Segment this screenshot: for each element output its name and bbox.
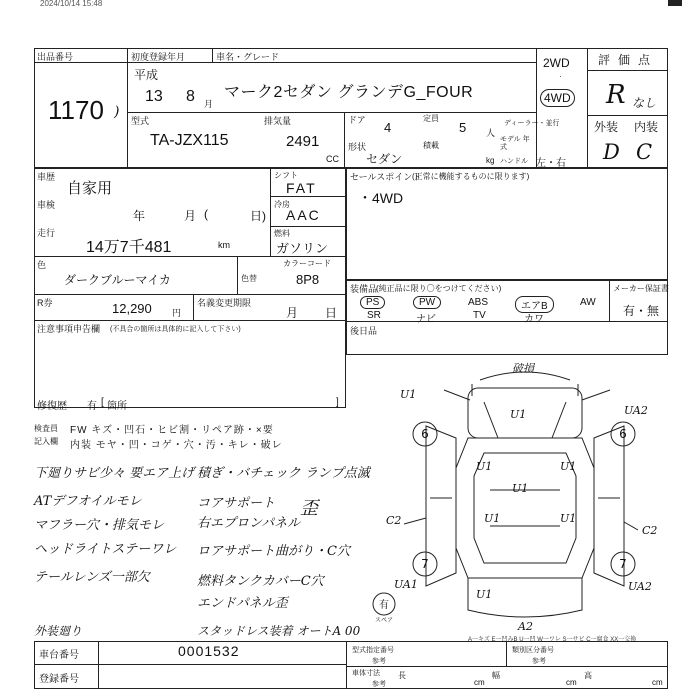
diag-note-9: UA2 xyxy=(624,404,648,417)
tire-fl: 6 xyxy=(421,427,429,441)
name-change-month: 月 xyxy=(286,306,299,320)
shape-label: 形状 xyxy=(348,142,367,152)
history-value: 自家用 xyxy=(67,180,113,197)
left-block xyxy=(34,168,346,408)
dims-height: 高 xyxy=(584,671,592,680)
hand-note-right-2: コアサポート xyxy=(197,496,276,511)
equip-leather: カワ xyxy=(524,314,544,325)
lot-label: 出品番号 xyxy=(37,52,74,62)
model-label: 型式 xyxy=(131,116,150,126)
hand-note-left-5: テールレンズ一部欠 xyxy=(34,570,150,585)
tire-rr: 7 xyxy=(619,557,627,571)
hand-note-right-3: 右エプロンパネル xyxy=(197,516,301,531)
equipment-note: (純正品に限り〇をつけてください) xyxy=(376,284,502,293)
notes-sub: (不具合の箇所は具体的に記入して下さい) xyxy=(110,326,241,333)
hand-note-right-5: 燃料タンクカバーC穴 xyxy=(197,574,324,589)
diag-note-5: U1 xyxy=(512,482,529,495)
tire-rl: 7 xyxy=(421,557,429,571)
diag-note-14: A2 xyxy=(518,620,533,633)
color-label: 色 xyxy=(37,260,47,270)
shift-value: FAT xyxy=(286,180,317,196)
interior-score: C xyxy=(636,140,653,164)
equip-ps: PS xyxy=(360,296,385,309)
equip-pw: PW xyxy=(413,296,441,309)
sales-point-box xyxy=(346,168,668,280)
diagram-top-note: 破損 xyxy=(512,362,534,375)
diag-note-6: U1 xyxy=(484,512,501,525)
equipment-label: 装備品 xyxy=(350,284,378,294)
reg-number-label: 登録番号 xyxy=(39,674,79,685)
model-year-label: モデル 年式 xyxy=(500,136,530,151)
repair-sub-close: ] xyxy=(336,397,339,408)
lot-tick: ) xyxy=(114,104,120,120)
inspection-day: 日) xyxy=(250,209,266,223)
sales-point-label: セールスポイント xyxy=(350,172,422,182)
chassis-value: 0001532 xyxy=(178,643,240,659)
hand-note-right-6: エンドパネル歪 xyxy=(197,596,288,611)
hand-note-right-brace: 歪 xyxy=(300,498,318,519)
repaint-label: 色替 xyxy=(241,274,257,283)
repair-label: 修復歴 xyxy=(37,401,67,412)
diag-note-13: UA2 xyxy=(628,580,652,593)
tire-fr: 6 xyxy=(619,427,627,441)
handle-value: 左・右 xyxy=(536,158,566,169)
diag-note-7: U1 xyxy=(560,512,577,525)
diag-note-3: U1 xyxy=(476,460,493,473)
score-label: 評価点 xyxy=(598,53,659,67)
chassis-label: 車台番号 xyxy=(39,650,79,661)
shift-label: シフト xyxy=(274,171,298,180)
lot-number: 1170 xyxy=(48,95,104,125)
mileage-unit: km xyxy=(218,240,230,250)
mileage-label: 走行 xyxy=(37,228,56,238)
history-label: 車歴 xyxy=(37,172,56,182)
inspector-row-1: FW キズ・凹石・ヒビ割・リペア跡・×要 xyxy=(70,425,274,436)
car-damage-diagram xyxy=(374,358,670,633)
spare-label: 有 xyxy=(379,600,389,611)
dims-label: 車体寸法 xyxy=(352,670,380,677)
fuel-label: 燃料 xyxy=(274,229,290,238)
inspection-label: 車検 xyxy=(37,200,56,210)
inspection-paren: ( xyxy=(204,207,208,221)
post-fit-label: 後日品 xyxy=(350,326,378,336)
dims-sub: 参考 xyxy=(372,681,386,688)
reg-month: 8 xyxy=(186,88,195,105)
doors-label: ドア xyxy=(348,115,366,125)
repair-sub: 箇所 xyxy=(107,401,127,412)
name-change-day: 日 xyxy=(325,306,338,320)
handle-label: ハンドル xyxy=(500,158,528,165)
hand-note-footer: 外装廻り xyxy=(34,624,83,638)
repair-value: 有 xyxy=(87,401,97,412)
fuel-value: ガソリン xyxy=(276,241,329,256)
equip-airbag: エアB xyxy=(515,296,554,313)
score-value: R xyxy=(606,80,626,110)
corner-mark xyxy=(668,0,682,6)
model-cert-sub: 参考 xyxy=(372,658,386,665)
registration-label: 初度登録年月 xyxy=(131,52,186,62)
repair-sub-open: [ xyxy=(101,397,104,408)
equip-tv: TV xyxy=(473,310,486,321)
dims-length: 長 xyxy=(398,671,406,680)
hand-note-left-3: マフラー穴・排気モレ xyxy=(34,518,165,533)
r-ken-unit: 円 xyxy=(172,308,182,318)
displacement-value: 2491 xyxy=(286,133,320,150)
model-value: TA-JZX115 xyxy=(150,132,229,149)
diag-note-12: UA1 xyxy=(394,578,418,591)
warranty-label: メーカー保証書 xyxy=(613,284,669,293)
people-unit: 人 xyxy=(486,128,496,138)
name-grade-label: 車名・グレード xyxy=(216,52,280,62)
exterior-label: 外装 xyxy=(594,120,619,134)
inspection-month: 月 xyxy=(184,209,197,223)
drive-sep: · xyxy=(559,72,562,81)
diag-note-1: U1 xyxy=(400,388,417,401)
inspection-year: 年 xyxy=(133,209,146,223)
dims-height-cm: cm xyxy=(652,678,663,687)
interior-label: 内装 xyxy=(634,120,659,134)
drive-2wd: 2WD xyxy=(543,56,570,70)
class-label: 類別区分番号 xyxy=(512,647,554,654)
color-value: ダークブルーマイカ xyxy=(64,273,171,287)
month-unit: 月 xyxy=(204,99,214,109)
doors-value: 4 xyxy=(384,120,392,135)
reg-year: 13 xyxy=(145,88,163,105)
diag-note-8: U1 xyxy=(476,588,493,601)
diag-note-4: U1 xyxy=(560,460,577,473)
hand-note-left-4: ヘッドライトステーワレ xyxy=(34,542,177,557)
exterior-score: D xyxy=(603,140,620,164)
diag-note-11: C2 xyxy=(642,524,658,537)
inspector-row-2: 内装 モヤ・凹・コゲ・穴・汚・キレ・破レ xyxy=(70,440,283,451)
inspector-label-2: 記入欄 xyxy=(34,437,58,446)
kg-unit: kg xyxy=(486,156,495,165)
color-code: 8P8 xyxy=(296,272,320,287)
spare-sub: スペア xyxy=(374,617,394,624)
color-code-label: カラーコード xyxy=(283,259,331,268)
hand-note-left-1: 下廻りサビ少々 要エア上げ xyxy=(34,466,195,481)
class-sub: 参考 xyxy=(532,658,546,665)
model-cert-label: 型式指定番号 xyxy=(352,647,394,654)
mileage-value: 14万7千481 xyxy=(86,239,172,256)
hand-note-left-2: ATデフオイルモレ xyxy=(34,494,142,509)
sales-point-note: (正常に機能するものに限ります) xyxy=(412,172,530,181)
hand-note-right-1: 積ぎ・バチェック ランプ点滅 xyxy=(197,466,370,481)
r-ken-value: 12,290 xyxy=(112,301,152,316)
load-label: 積載 xyxy=(423,141,439,150)
diagram-legend: A一キズ E一凹みB U一凹 W一ワレ S一サビ C一腐食 XX一交換 xyxy=(468,637,637,643)
sales-point-item: ・4WD xyxy=(358,190,404,206)
ac-label: 冷房 xyxy=(274,200,290,209)
equip-abs: ABS xyxy=(468,297,489,308)
car-name: マーク2セダン グランデG_FOUR xyxy=(224,84,474,101)
timestamp: 2024/10/14 15:48 xyxy=(40,0,103,8)
score-suffix: なし xyxy=(632,96,657,110)
diag-note-10: C2 xyxy=(386,514,402,527)
ac-value: AAC xyxy=(286,207,321,223)
dims-width: 幅 xyxy=(492,671,500,680)
equip-sr: SR xyxy=(367,310,381,321)
inspector-label-1: 検査員 xyxy=(34,424,58,433)
hand-note-right-7: スタッドレス装着 オートA 00 xyxy=(197,624,361,638)
diag-note-2: U1 xyxy=(510,408,527,421)
capacity-label: 定員 xyxy=(423,114,439,123)
hand-note-right-4: ロアサポート曲がり・C穴 xyxy=(197,544,350,559)
era: 平成 xyxy=(134,68,159,82)
notes-label: 注意事項申告欄 xyxy=(37,324,101,334)
r-ken-label: R券 xyxy=(37,298,53,308)
dealer-label: ディーラー・並行 xyxy=(504,120,560,127)
equip-aw: AW xyxy=(580,297,596,308)
warranty-value: 有・無 xyxy=(623,304,660,318)
dims-width-cm: cm xyxy=(566,678,577,687)
equip-navi: ナビ xyxy=(416,314,436,325)
name-change-label: 名義変更期限 xyxy=(197,298,252,308)
drive-4wd: 4WD xyxy=(540,89,575,107)
shape-value: セダン xyxy=(366,152,403,166)
displacement-label: 排気量 xyxy=(264,116,292,126)
capacity-value: 5 xyxy=(459,120,467,135)
dims-length-cm: cm xyxy=(474,678,485,687)
cc-unit: CC xyxy=(326,154,339,164)
